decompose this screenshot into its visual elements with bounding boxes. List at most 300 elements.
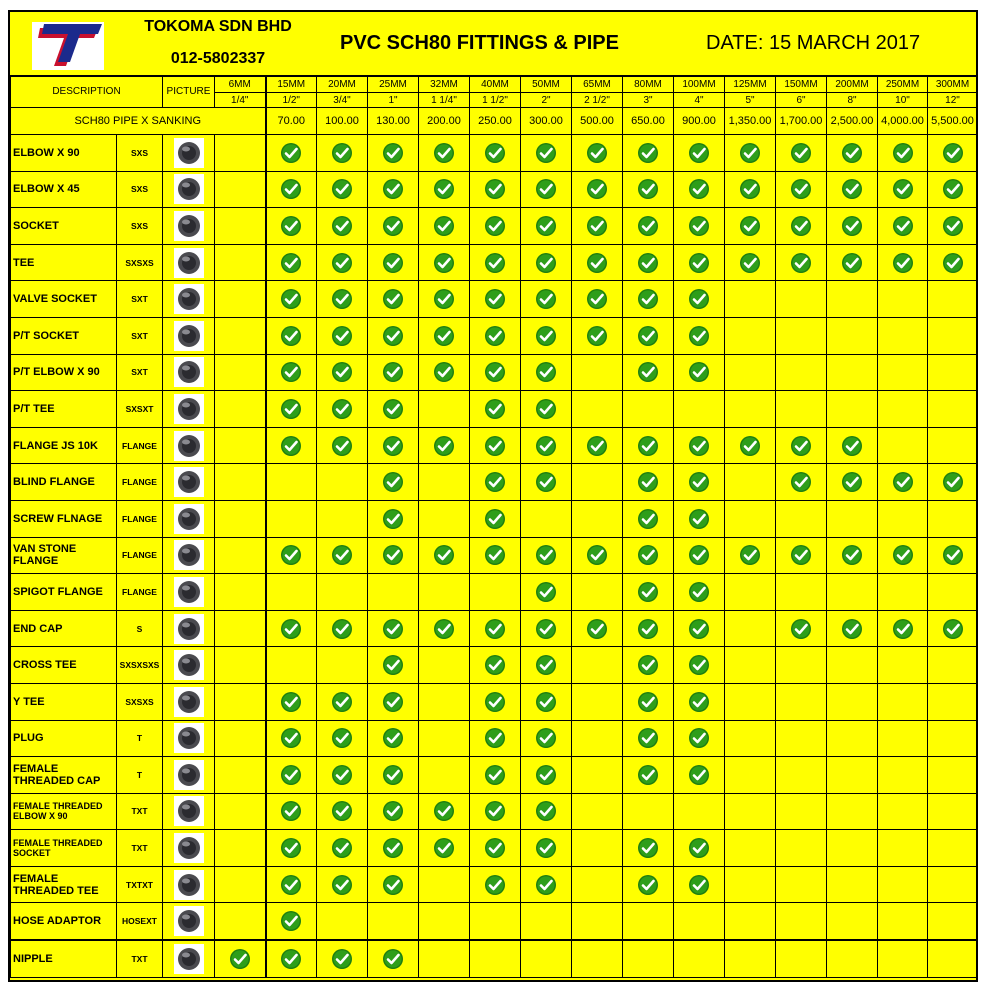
fitting-name: BLIND FLANGE <box>11 464 117 501</box>
availability-cell <box>827 720 878 757</box>
check-circle-icon <box>433 361 455 383</box>
check-circle-icon <box>637 764 659 786</box>
availability-cell <box>317 574 368 611</box>
availability-cell <box>317 720 368 757</box>
plug-fitting-icon <box>174 723 204 753</box>
check-circle-icon <box>535 618 557 640</box>
fitting-name: TEE <box>11 244 117 281</box>
pipe-price: 70.00 <box>266 108 317 135</box>
availability-cell <box>776 354 827 391</box>
availability-cell <box>572 757 623 794</box>
availability-cell <box>266 683 317 720</box>
availability-cell <box>266 171 317 208</box>
availability-cell <box>521 281 572 318</box>
availability-cell <box>470 610 521 647</box>
availability-cell <box>368 720 419 757</box>
availability-cell <box>368 427 419 464</box>
availability-cell <box>521 427 572 464</box>
pipe-price: 5,500.00 <box>928 108 978 135</box>
check-circle-icon <box>331 361 353 383</box>
availability-cell <box>368 354 419 391</box>
availability-cell <box>368 757 419 794</box>
availability-cell <box>215 574 266 611</box>
availability-cell <box>572 647 623 684</box>
availability-cell <box>878 391 928 428</box>
availability-cell <box>776 500 827 537</box>
availability-cell <box>368 866 419 903</box>
availability-cell <box>878 830 928 867</box>
check-circle-icon <box>637 361 659 383</box>
check-circle-icon <box>892 178 914 200</box>
availability-cell <box>572 500 623 537</box>
size-mm-header: 125MM <box>725 76 776 93</box>
company-name: TOKOMA SDN BHD <box>144 18 292 35</box>
availability-cell <box>827 464 878 501</box>
availability-cell <box>215 537 266 574</box>
joint-type: TXT <box>117 793 163 830</box>
availability-cell <box>419 830 470 867</box>
availability-cell <box>215 940 266 977</box>
availability-cell <box>368 537 419 574</box>
socket-fitting-icon <box>174 211 204 241</box>
availability-cell <box>470 208 521 245</box>
availability-cell <box>317 171 368 208</box>
pipe-price: 1,350.00 <box>725 108 776 135</box>
availability-cell <box>317 537 368 574</box>
availability-cell <box>266 866 317 903</box>
fitting-picture <box>163 354 215 391</box>
check-circle-icon <box>688 508 710 530</box>
size-mm-header: 80MM <box>623 76 674 93</box>
availability-cell <box>521 135 572 172</box>
availability-cell <box>266 464 317 501</box>
availability-cell <box>928 830 978 867</box>
availability-cell <box>470 647 521 684</box>
check-circle-icon <box>688 727 710 749</box>
availability-cell <box>878 720 928 757</box>
pipe-price: 4,000.00 <box>878 108 928 135</box>
availability-cell <box>470 464 521 501</box>
availability-cell <box>266 720 317 757</box>
check-circle-icon <box>484 691 506 713</box>
availability-cell <box>215 171 266 208</box>
check-circle-icon <box>841 142 863 164</box>
size-inch-header: 10" <box>878 93 928 108</box>
availability-cell <box>878 464 928 501</box>
table-row <box>11 830 978 867</box>
availability-cell <box>368 464 419 501</box>
availability-cell <box>674 830 725 867</box>
availability-cell <box>215 793 266 830</box>
size-inch-header: 1" <box>368 93 419 108</box>
check-circle-icon <box>637 325 659 347</box>
fitting-name: VALVE SOCKET <box>11 281 117 318</box>
check-circle-icon <box>331 800 353 822</box>
price-sheet <box>8 10 978 982</box>
size-inch-header: 3" <box>623 93 674 108</box>
check-circle-icon <box>688 837 710 859</box>
availability-cell <box>470 171 521 208</box>
joint-type: T <box>117 720 163 757</box>
check-circle-icon <box>586 288 608 310</box>
joint-type: HOSEXT <box>117 903 163 940</box>
check-circle-icon <box>331 178 353 200</box>
check-circle-icon <box>382 618 404 640</box>
fitting-picture <box>163 793 215 830</box>
pipe-label: SCH80 PIPE X SANKING <box>11 108 266 135</box>
flange-fitting-icon <box>174 431 204 461</box>
availability-cell <box>827 281 878 318</box>
fitting-name: FEMALE THREADED CAP <box>11 757 117 794</box>
pipe-price: 1,700.00 <box>776 108 827 135</box>
check-circle-icon <box>382 544 404 566</box>
availability-cell <box>674 317 725 354</box>
fitting-picture <box>163 683 215 720</box>
availability-cell <box>572 903 623 940</box>
check-circle-icon <box>688 288 710 310</box>
check-circle-icon <box>688 691 710 713</box>
availability-cell <box>928 317 978 354</box>
size-inch-header: 1 1/4" <box>419 93 470 108</box>
availability-cell <box>215 135 266 172</box>
check-circle-icon <box>535 654 557 676</box>
check-circle-icon <box>280 910 302 932</box>
availability-cell <box>674 866 725 903</box>
availability-cell <box>521 757 572 794</box>
availability-cell <box>215 757 266 794</box>
fitting-picture <box>163 464 215 501</box>
availability-cell <box>623 317 674 354</box>
fitting-name: PLUG <box>11 720 117 757</box>
check-circle-icon <box>841 435 863 457</box>
check-circle-icon <box>586 325 608 347</box>
availability-cell <box>623 866 674 903</box>
table-row <box>11 537 978 574</box>
size-mm-header: 32MM <box>419 76 470 93</box>
availability-cell <box>419 574 470 611</box>
availability-cell <box>623 427 674 464</box>
availability-cell <box>674 720 725 757</box>
check-circle-icon <box>382 691 404 713</box>
availability-cell <box>215 244 266 281</box>
female-threaded-socket-fitting-icon <box>174 833 204 863</box>
check-circle-icon <box>535 837 557 859</box>
availability-cell <box>317 391 368 428</box>
check-circle-icon <box>535 325 557 347</box>
availability-cell <box>776 244 827 281</box>
availability-cell <box>827 208 878 245</box>
fitting-name: ELBOW X 45 <box>11 171 117 208</box>
check-circle-icon <box>739 178 761 200</box>
availability-cell <box>470 683 521 720</box>
availability-cell <box>928 903 978 940</box>
availability-cell <box>725 354 776 391</box>
check-circle-icon <box>535 398 557 420</box>
availability-cell <box>266 281 317 318</box>
availability-cell <box>317 281 368 318</box>
availability-cell <box>674 171 725 208</box>
check-circle-icon <box>484 837 506 859</box>
pipe-price: 200.00 <box>419 108 470 135</box>
check-circle-icon <box>331 288 353 310</box>
availability-cell <box>725 866 776 903</box>
check-circle-icon <box>637 508 659 530</box>
table-row <box>11 793 978 830</box>
check-circle-icon <box>280 691 302 713</box>
availability-cell <box>368 903 419 940</box>
fitting-name: FEMALE THREADED TEE <box>11 866 117 903</box>
availability-cell <box>776 647 827 684</box>
availability-cell <box>623 647 674 684</box>
availability-cell <box>674 500 725 537</box>
availability-cell <box>928 244 978 281</box>
availability-cell <box>521 610 572 647</box>
table-row <box>11 683 978 720</box>
availability-cell <box>674 903 725 940</box>
check-circle-icon <box>433 800 455 822</box>
availability-cell <box>776 537 827 574</box>
availability-cell <box>470 574 521 611</box>
fitting-name: FEMALE THREADED SOCKET <box>11 830 117 867</box>
availability-cell <box>776 135 827 172</box>
availability-cell <box>266 940 317 977</box>
check-circle-icon <box>484 764 506 786</box>
availability-cell <box>572 720 623 757</box>
availability-cell <box>215 464 266 501</box>
availability-cell <box>368 793 419 830</box>
availability-cell <box>776 281 827 318</box>
availability-cell <box>368 830 419 867</box>
availability-cell <box>674 391 725 428</box>
availability-cell <box>368 135 419 172</box>
availability-cell <box>827 903 878 940</box>
availability-cell <box>266 500 317 537</box>
availability-cell <box>827 317 878 354</box>
availability-cell <box>419 354 470 391</box>
availability-cell <box>419 281 470 318</box>
check-circle-icon <box>535 252 557 274</box>
check-circle-icon <box>586 435 608 457</box>
availability-cell <box>674 427 725 464</box>
availability-cell <box>572 354 623 391</box>
availability-cell <box>368 683 419 720</box>
availability-cell <box>419 537 470 574</box>
check-circle-icon <box>688 654 710 676</box>
availability-cell <box>419 866 470 903</box>
check-circle-icon <box>331 398 353 420</box>
availability-cell <box>266 354 317 391</box>
availability-cell <box>317 647 368 684</box>
availability-cell <box>878 647 928 684</box>
availability-cell <box>827 830 878 867</box>
availability-cell <box>470 757 521 794</box>
check-circle-icon <box>280 727 302 749</box>
availability-cell <box>674 135 725 172</box>
availability-cell <box>419 720 470 757</box>
check-circle-icon <box>790 178 812 200</box>
check-circle-icon <box>739 544 761 566</box>
availability-cell <box>674 610 725 647</box>
availability-cell <box>674 683 725 720</box>
availability-cell <box>317 903 368 940</box>
availability-cell <box>725 391 776 428</box>
availability-cell <box>674 757 725 794</box>
availability-cell <box>623 720 674 757</box>
fitting-name: ELBOW X 90 <box>11 135 117 172</box>
availability-cell <box>572 391 623 428</box>
availability-cell <box>776 683 827 720</box>
table-row <box>11 427 978 464</box>
check-circle-icon <box>331 837 353 859</box>
availability-cell <box>827 500 878 537</box>
availability-cell <box>623 683 674 720</box>
availability-cell <box>470 427 521 464</box>
fitting-picture <box>163 647 215 684</box>
check-circle-icon <box>637 618 659 640</box>
availability-cell <box>928 464 978 501</box>
joint-type: SXSXS <box>117 244 163 281</box>
availability-cell <box>725 281 776 318</box>
availability-cell <box>419 464 470 501</box>
availability-cell <box>521 171 572 208</box>
availability-cell <box>623 354 674 391</box>
availability-cell <box>725 647 776 684</box>
availability-cell <box>368 208 419 245</box>
availability-cell <box>215 610 266 647</box>
availability-cell <box>572 317 623 354</box>
availability-cell <box>317 757 368 794</box>
joint-type: TXTXT <box>117 866 163 903</box>
size-inch-header: 3/4" <box>317 93 368 108</box>
availability-cell <box>419 317 470 354</box>
availability-cell <box>623 537 674 574</box>
tee-fitting-icon <box>174 248 204 278</box>
availability-cell <box>928 391 978 428</box>
check-circle-icon <box>841 618 863 640</box>
fitting-picture <box>163 720 215 757</box>
size-inch-header: 5" <box>725 93 776 108</box>
availability-cell <box>572 208 623 245</box>
table-row <box>11 647 978 684</box>
fitting-name: P/T TEE <box>11 391 117 428</box>
joint-type: SXS <box>117 135 163 172</box>
fitting-name: P/T SOCKET <box>11 317 117 354</box>
availability-cell <box>623 464 674 501</box>
availability-cell <box>674 940 725 977</box>
availability-cell <box>317 610 368 647</box>
availability-cell <box>317 244 368 281</box>
availability-cell <box>827 537 878 574</box>
check-circle-icon <box>382 948 404 970</box>
check-circle-icon <box>586 618 608 640</box>
nipple-fitting-icon <box>174 944 204 974</box>
availability-cell <box>419 903 470 940</box>
availability-cell <box>572 537 623 574</box>
page-title: PVC SCH80 FITTINGS & PIPE <box>340 32 619 54</box>
availability-cell <box>215 208 266 245</box>
availability-cell <box>419 757 470 794</box>
check-circle-icon <box>637 654 659 676</box>
availability-cell <box>317 830 368 867</box>
check-circle-icon <box>892 252 914 274</box>
availability-cell <box>572 464 623 501</box>
availability-cell <box>215 427 266 464</box>
availability-cell <box>623 793 674 830</box>
check-circle-icon <box>892 544 914 566</box>
availability-cell <box>928 500 978 537</box>
joint-type: SXSXSXS <box>117 647 163 684</box>
availability-cell <box>928 427 978 464</box>
availability-cell <box>419 610 470 647</box>
female-threaded-elbow-fitting-icon <box>174 796 204 826</box>
availability-cell <box>470 281 521 318</box>
check-circle-icon <box>382 325 404 347</box>
availability-cell <box>572 940 623 977</box>
fitting-name: CROSS TEE <box>11 647 117 684</box>
check-circle-icon <box>331 874 353 896</box>
availability-cell <box>521 574 572 611</box>
check-circle-icon <box>280 837 302 859</box>
check-circle-icon <box>280 764 302 786</box>
check-circle-icon <box>280 618 302 640</box>
check-circle-icon <box>382 435 404 457</box>
check-circle-icon <box>535 142 557 164</box>
size-mm-header: 25MM <box>368 76 419 93</box>
availability-cell <box>317 793 368 830</box>
availability-cell <box>827 647 878 684</box>
availability-cell <box>215 903 266 940</box>
fitting-picture <box>163 281 215 318</box>
check-circle-icon <box>280 874 302 896</box>
availability-cell <box>776 793 827 830</box>
availability-cell <box>725 940 776 977</box>
table-row <box>11 574 978 611</box>
joint-type: FLANGE <box>117 464 163 501</box>
joint-type: T <box>117 757 163 794</box>
check-circle-icon <box>382 800 404 822</box>
availability-cell <box>470 500 521 537</box>
availability-cell <box>368 647 419 684</box>
availability-cell <box>928 537 978 574</box>
check-circle-icon <box>637 837 659 859</box>
check-circle-icon <box>382 764 404 786</box>
fitting-picture <box>163 427 215 464</box>
check-circle-icon <box>484 398 506 420</box>
sheet-header <box>10 12 976 77</box>
fitting-name: SOCKET <box>11 208 117 245</box>
check-circle-icon <box>280 398 302 420</box>
availability-cell <box>878 354 928 391</box>
check-circle-icon <box>688 361 710 383</box>
availability-cell <box>419 427 470 464</box>
check-circle-icon <box>535 800 557 822</box>
availability-cell <box>776 757 827 794</box>
availability-cell <box>928 683 978 720</box>
availability-cell <box>572 427 623 464</box>
screw-flange-fitting-icon <box>174 504 204 534</box>
availability-cell <box>928 940 978 977</box>
valve-socket-fitting-icon <box>174 284 204 314</box>
check-circle-icon <box>688 874 710 896</box>
availability-cell <box>776 208 827 245</box>
availability-cell <box>623 610 674 647</box>
availability-cell <box>623 208 674 245</box>
check-circle-icon <box>637 471 659 493</box>
check-circle-icon <box>535 544 557 566</box>
availability-cell <box>317 317 368 354</box>
availability-cell <box>215 647 266 684</box>
availability-cell <box>572 281 623 318</box>
